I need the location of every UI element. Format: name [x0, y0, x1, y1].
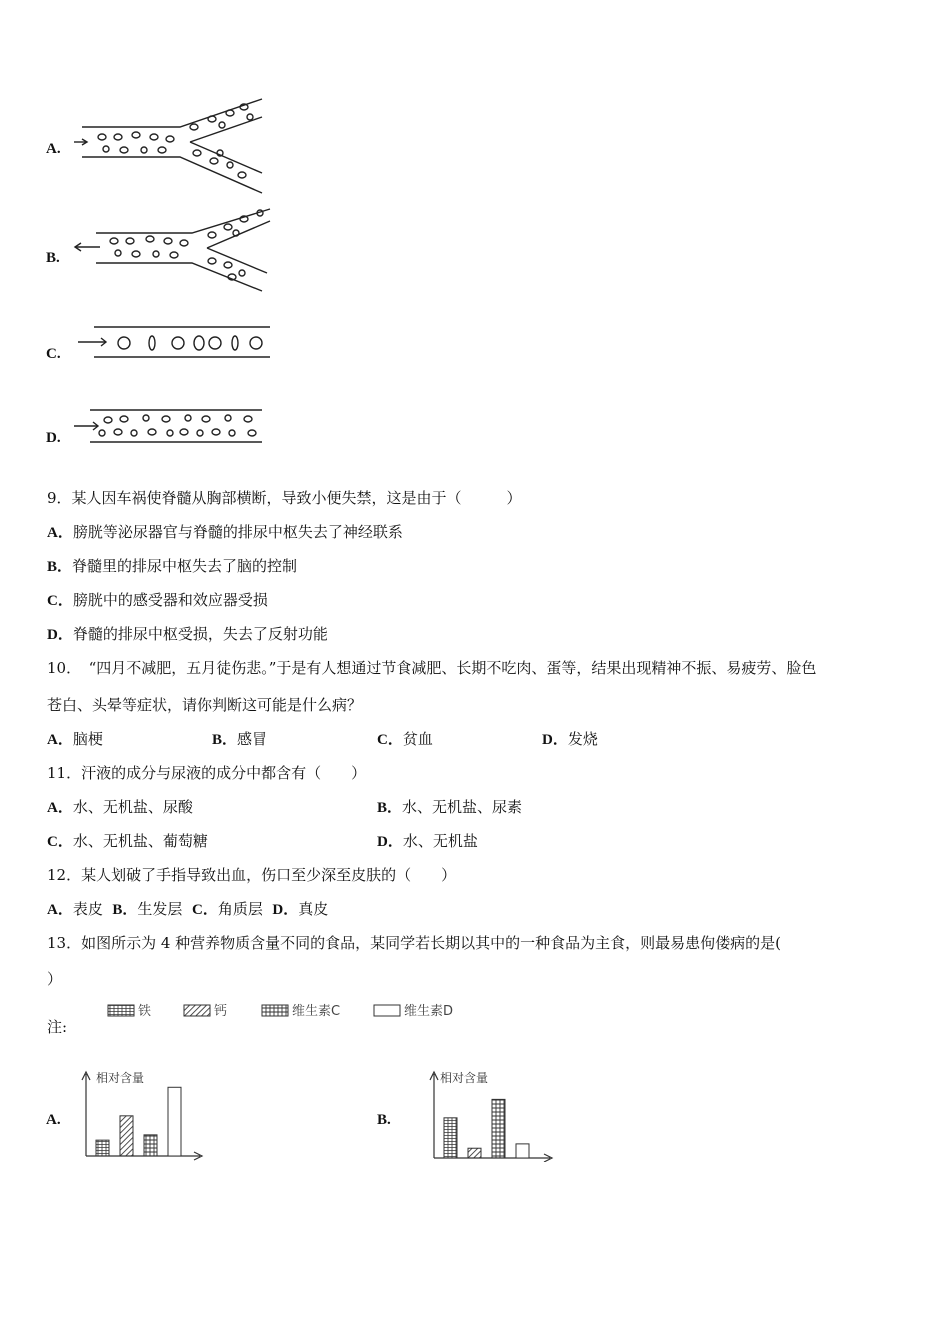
q12-option-a[interactable] — [47, 900, 103, 918]
chart-b-bar-vitamin-d — [516, 1144, 529, 1158]
vessel-option-d-label: D. — [46, 430, 61, 446]
legend-swatch-vitamin-d — [374, 1005, 400, 1016]
q11-option-a-label: A． — [47, 800, 73, 816]
q12-option-d-text: 真皮 — [298, 900, 329, 918]
q10-option-d-text: 发烧 — [567, 730, 598, 748]
q10-option-a-label: A． — [47, 732, 73, 748]
chart-b-bar-vitamin-c — [492, 1099, 505, 1158]
q10-option-c-text: 贫血 — [402, 730, 433, 748]
q9-option-b-label: B． — [47, 559, 73, 575]
q9-option-a-label: A． — [47, 525, 73, 541]
q12-option-c-text: 角质层 — [217, 900, 263, 918]
chart-a-bar-iron — [96, 1140, 109, 1156]
chart-a-bar-vitamin-c — [144, 1135, 157, 1156]
q11-option-c-label: C． — [47, 834, 73, 850]
q13-stem-line1: 13．如图所示为 4 种营养物质含量不同的食品，某同学若长期以其中的一种食品为主食，则最易患佝偻病的是( — [47, 934, 782, 952]
vessel-diagram-d — [72, 406, 267, 446]
q12-option-a-text: 表皮 — [72, 900, 103, 918]
q10-option-a-text: 脑梗 — [72, 730, 103, 748]
q12-option-d-label: D． — [272, 902, 299, 918]
legend-label-vitamin-c: 维生素C — [292, 1004, 341, 1019]
legend-swatch-calcium — [184, 1005, 210, 1016]
chart-b-y-axis — [430, 1072, 438, 1158]
chart-a-bar-calcium — [120, 1116, 133, 1156]
q9-option-c-label: C． — [47, 593, 73, 609]
q11-option-d-text: 水、无机盐 — [402, 832, 478, 850]
q11-option-b-label: B． — [377, 800, 403, 816]
vessel-diagram-c — [72, 322, 274, 362]
q9-option-a-text: 膀胱等泌尿器官与脊髓的排尿中枢失去了神经联系 — [72, 523, 403, 541]
q9-stem: 9．某人因车祸使脊髓从胸部横断，导致小便失禁，这是由于（ ） — [47, 489, 522, 507]
chart-legend — [100, 998, 480, 1024]
vessel-diagram-a — [72, 95, 272, 197]
vessel-option-c-label: C. — [46, 346, 61, 362]
chart-a-bar-vitamin-d — [168, 1087, 181, 1156]
q9-option-d-label: D． — [47, 627, 73, 643]
chart-option-b-label: B. — [377, 1112, 391, 1128]
q11-option-b[interactable] — [377, 796, 522, 817]
legend-label-iron: 铁 — [138, 1004, 152, 1019]
q11-option-a[interactable] — [47, 796, 193, 817]
q11-option-d-label: D． — [377, 834, 403, 850]
q12-option-a-label: A． — [47, 902, 73, 918]
q12-stem: 12．某人划破了手指导致出血，伤口至少深至皮肤的（ ） — [47, 866, 457, 884]
chart-b — [422, 1062, 562, 1162]
q10-stem-line2: 苍白、头晕等症状，请你判断这可能是什么病？ — [47, 696, 363, 714]
chart-a-ylabel: 相对含量 — [96, 1071, 145, 1085]
q12-option-c-label: C． — [191, 902, 218, 918]
q12-options-row — [47, 898, 328, 919]
q9-option-a[interactable] — [47, 521, 403, 542]
q10-option-d[interactable] — [542, 728, 598, 749]
q10-option-b-text: 感冒 — [237, 730, 268, 748]
chart-b-bar-calcium — [468, 1148, 481, 1158]
vessel-diagram-b — [72, 203, 277, 295]
q13-note-label: 注: — [47, 1018, 68, 1036]
q10-option-b-label: B． — [212, 732, 238, 748]
q11-stem: 11．汗液的成分与尿液的成分中都含有（ ） — [47, 764, 367, 782]
q12-option-b-label: B． — [112, 902, 138, 918]
legend-label-calcium: 钙 — [214, 1004, 228, 1019]
q11-option-b-text: 水、无机盐、尿素 — [402, 798, 523, 816]
q10-stem-line1: 10． “四月不减肥，五月徒伤悲。”于是有人想通过节食减肥、长期不吃肉、蛋等，结果出现精神不振、易疲劳、脸色 — [47, 659, 817, 677]
q11-option-a-text: 水、无机盐、尿酸 — [72, 798, 193, 816]
q9-option-c[interactable] — [47, 589, 268, 610]
q11-option-c[interactable] — [47, 830, 208, 851]
q12-option-b-text: 生发层 — [137, 900, 183, 918]
q13-stem-line2: ） — [47, 970, 63, 988]
q10-option-c-label: C． — [377, 732, 403, 748]
q12-option-b[interactable] — [112, 900, 182, 918]
q11-option-c-text: 水、无机盐、葡萄糖 — [72, 832, 208, 850]
q10-option-d-label: D． — [542, 732, 568, 748]
q9-option-b[interactable] — [47, 555, 297, 576]
q9-option-d[interactable] — [47, 623, 328, 644]
q9-option-d-text: 脊髓的排尿中枢受损，失去了反射功能 — [72, 625, 328, 643]
q9-option-b-text: 脊髓里的排尿中枢失去了脑的控制 — [72, 557, 298, 575]
chart-b-ylabel: 相对含量 — [440, 1071, 489, 1085]
q11-option-d[interactable] — [377, 830, 478, 851]
legend-swatch-iron — [108, 1005, 134, 1016]
q12-option-d[interactable] — [272, 900, 328, 918]
vessel-option-b-label: B. — [46, 250, 60, 266]
q10-option-c[interactable] — [377, 728, 433, 749]
vessel-option-a-label: A. — [46, 141, 61, 157]
legend-label-vitamin-d: 维生素D — [404, 1004, 454, 1019]
chart-a — [72, 1062, 212, 1162]
legend-swatch-vitamin-c — [262, 1005, 288, 1016]
q10-option-a[interactable] — [47, 728, 103, 749]
q9-option-c-text: 膀胱中的感受器和效应器受损 — [72, 591, 268, 609]
chart-option-a-label: A. — [46, 1112, 61, 1128]
chart-a-y-axis — [82, 1072, 90, 1156]
q12-option-c[interactable] — [192, 900, 263, 918]
q10-option-b[interactable] — [212, 728, 267, 749]
chart-b-bar-iron — [444, 1118, 457, 1158]
